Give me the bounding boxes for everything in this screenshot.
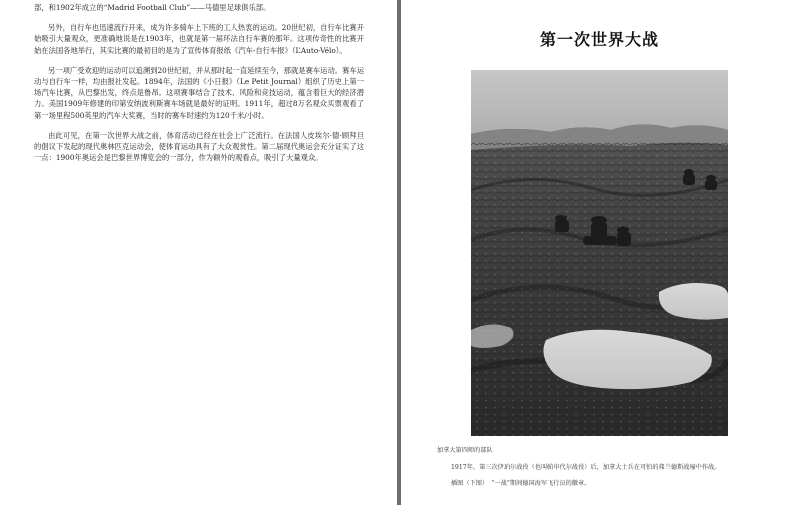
- photo-caption: 1917年，第三次伊珀尔战役（也叫帕申代尔战役）后，加拿大士兵在可怕的弗兰德斯战壕中作战。: [451, 464, 721, 471]
- inset-caption: 插图（下图） “一战”期间德国海军飞行员的徽章。: [451, 480, 591, 487]
- ww1-trench-photo: [471, 70, 728, 436]
- left-page: [0, 0, 397, 505]
- chapter-title: 第一次世界大战: [539, 30, 659, 49]
- paragraph: 部，和1902年成立的“Madrid Football Club”——马德里足球俱乐部。: [34, 3, 271, 12]
- paragraph: 另一项广受欢迎的运动可以追溯到20世纪初，并从那时起一直延续至今，那就是赛车运动。赛车运动与自行车一样，均由报社发起。1894年，法国的《小日报》（Le Petit Journal）组织了历史上第一场汽车比赛，从巴黎出发，终点是鲁昂。这项赛事结合了技术、风险和竞技运动，蕴含着巨大的经济潜力。美国1909年修建的印第安纳波利斯赛车场就是最好的证明。1911年，超过8万名观众买票观看了第一场里程500英里的汽车大奖赛，当时的赛车时速约为120千米/小时。: [34, 65, 364, 120]
- paragraph: 另外，自行车也迅速流行开来，成为许多骑车上下班的工人热衷的运动。20世纪初，自行车比赛开始吸引大量观众，更准确地说是在1903年，也就是第一届环法自行车赛的那年。这项传奇性的比赛开始在法国各地举行，其实比赛的最初目的是为了宣传体育报纸《汽车-自行车报》（L’Auto-Vélo）。: [34, 23, 364, 55]
- body-text: [34, 2, 364, 172]
- photo-caption-title: 加拿大第四师的部队: [437, 447, 493, 454]
- paragraph: 由此可见，在第一次世界大战之前，体育活动已经在社会上广泛流行。在法国人皮埃尔·德·顾拜旦的倡议下发起的现代奥林匹克运动会，使体育运动具有了大众观赏性。第二届现代奥运会充分证实了这一点：1900年奥运会是巴黎世界博览会的一部分，作为额外的观看点，吸引了大量观众。: [34, 130, 364, 163]
- right-page: [401, 0, 798, 505]
